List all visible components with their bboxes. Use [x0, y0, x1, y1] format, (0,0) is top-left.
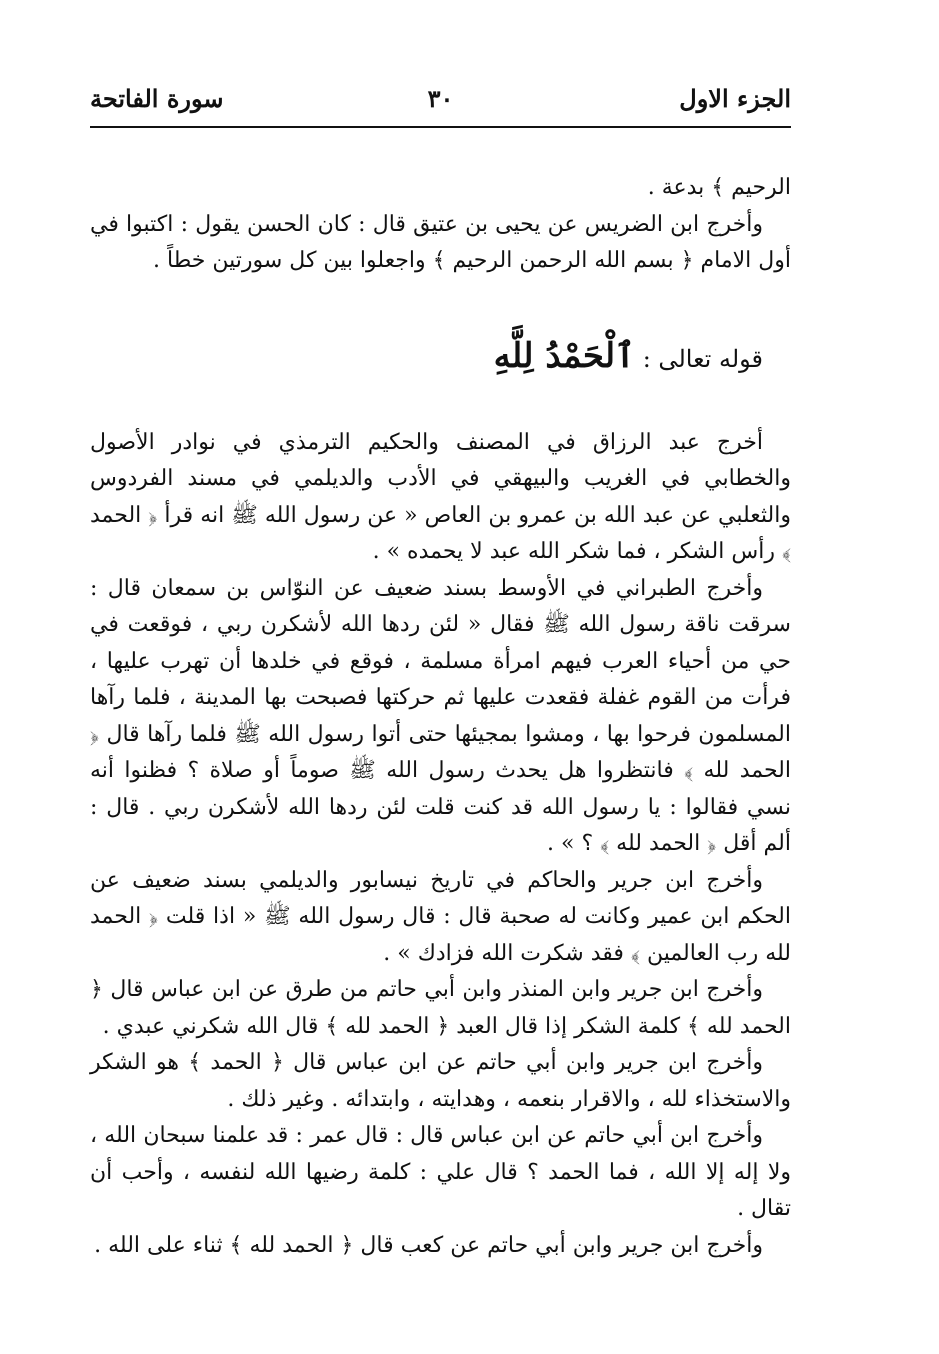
paragraph: وأخرج ابن جرير وابن أبي حاتم عن ابن عباس قال ﴿ الحمد ﴾ هو الشكر والاستخذاء لله ، والاقرار بنعمه ، وهدايته ، وابتدائه . وغير ذلك . — [90, 1050, 791, 1112]
paragraph: وأخرج الطبراني في الأوسط بسند ضعيف عن النوّاس بن سمعان قال : سرقت ناقة رسول الله ﷺ فقال « لئن ردها الله لأشكرن ربي ، فوقعت في حي من أحياء العرب فيهم امرأة مسلمة ، فوقع في خلدها أن تهرب عليها ، فرأت من القوم غفلة فقعدت عليها ثم حركتها فصبحت بها المدينة ، فلما رآها المسلمون فرحوا بها ، ومشوا بمجيئها حتى أتوا رسول الله ﷺ فلما رآها قال ﴿ الحمد لله ﴾ فانتظروا هل يحدث رسول الله ﷺ صوماً أو صلاة ؟ فظنوا أنه نسي فقالوا : يا رسول الله قد كنت قلت لئن ردها الله لأشكرن ربي . قال : ألم أقل ﴿ الحمد لله ﴾ ؟ » . — [90, 575, 791, 856]
paragraph: وأخرج ابن جرير وابن أبي حاتم عن كعب قال ﴿ الحمد لله ﴾ ثناء على الله . — [94, 1232, 763, 1258]
running-header — [90, 84, 791, 124]
paragraph: وأخرج ابن جرير وابن المنذر وابن أبي حاتم من طرق عن ابن عباس قال ﴿ الحمد لله ﴾ كلمة الشكر إذا قال العبد ﴿ الحمد لله ﴾ قال الله شكرني عبدي . — [90, 977, 791, 1039]
header-divider — [90, 126, 791, 128]
section-heading — [90, 326, 791, 389]
page-number: ٣٠ — [427, 84, 454, 113]
surah-title: سورة الفاتحة — [90, 84, 224, 113]
paragraph: وأخرج ابن أبي حاتم عن ابن عباس قال : قال عمر : قد علمنا سبحان الله ، ولا إله إلا الله ، فما الحمد ؟ قال علي : كلمة رضيها الله لنفسه ، وأحب أن تقال . — [90, 1123, 791, 1221]
volume-title: الجزء الاول — [679, 84, 791, 113]
paragraph: أخرج عبد الرزاق في المصنف والحكيم الترمذي في نوادر الأصول والخطابي في الغريب والبيهقي في الأدب والديلمي في مسند الفردوس والثعلبي عن عبد الله بن عمرو بن العاص « عن رسول الله ﷺ انه قرأ ﴿ الحمد ﴾ رأس الشكر ، فما شكر الله عبد لا يحمده » . — [90, 429, 791, 564]
paragraph: وأخرج ابن الضريس عن يحيى بن عتيق قال : كان الحسن يقول : اكتبوا في أول الامام ﴿ بسم الله الرحمن الرحيم ﴾ واجعلوا بين كل سورتين خطاً . — [90, 211, 791, 273]
heading-quran-text: ٱلْحَمْدُ لِلَّهِ — [493, 335, 636, 376]
heading-label: قوله تعالى : — [642, 344, 763, 373]
page-body — [90, 170, 791, 1264]
paragraph-continuation: الرحيم ﴾ بدعة . — [647, 175, 791, 200]
paragraph: وأخرج ابن جرير والحاكم في تاريخ نيسابور والديلمي بسند ضعيف عن الحكم ابن عمير وكانت له صحبة قال : قال رسول الله ﷺ « اذا قلت ﴿ الحمد لله رب العالمين ﴾ فقد شكرت الله فزادك » . — [90, 867, 791, 966]
